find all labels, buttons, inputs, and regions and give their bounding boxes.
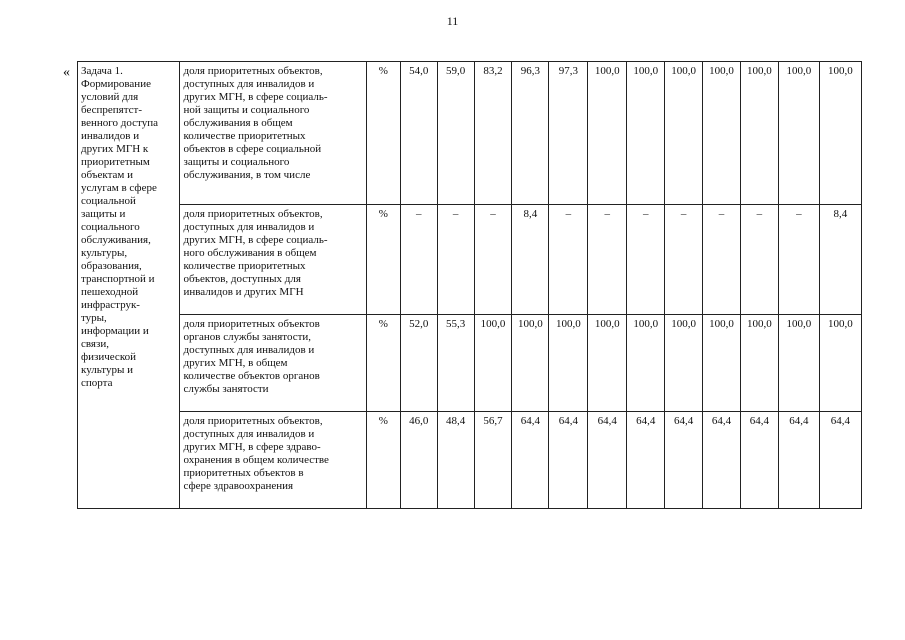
task-line: Формирование <box>81 78 151 90</box>
unit-cell: % <box>366 62 400 205</box>
task-line: объектам и <box>81 169 134 181</box>
task-line: социальной <box>81 195 136 207</box>
value-cell: 83,2 <box>474 62 512 205</box>
value-cell: – <box>740 205 778 315</box>
table-row <box>78 315 862 412</box>
value-cell: 97,3 <box>549 62 588 205</box>
indicator-line: объектов в сфере социальной <box>183 143 322 155</box>
value-cell: 48,4 <box>437 412 474 509</box>
indicator-line: доступных для инвалидов и <box>183 78 315 90</box>
indicator-line: инвалидов и других МГН <box>183 286 304 298</box>
indicator-line: обслуживания в общем <box>183 117 293 129</box>
indicator-line: доступных для инвалидов и <box>183 344 315 356</box>
indicator-line: доля приоритетных объектов, <box>183 208 323 220</box>
indicator-line: других МГН, в сфере социаль- <box>183 234 328 246</box>
value-cell: 100,0 <box>740 62 778 205</box>
indicator-line: доля приоритетных объектов, <box>183 415 323 427</box>
indicator-line: ной защиты и социального <box>183 104 310 116</box>
value-cell: – <box>627 205 665 315</box>
value-cell: 100,0 <box>474 315 512 412</box>
task-line: услугам в сфере <box>81 182 157 194</box>
task-line: социального <box>81 221 140 233</box>
value-cell: – <box>400 205 437 315</box>
indicator-line: охранения в общем количестве <box>183 454 329 466</box>
task-line: физической <box>81 351 136 363</box>
value-cell: 100,0 <box>588 62 627 205</box>
task-line: связи, <box>81 338 109 350</box>
value-cell: 64,4 <box>740 412 778 509</box>
table-body <box>78 62 862 509</box>
task-line: приоритетным <box>81 156 150 168</box>
value-cell: 64,4 <box>512 412 549 509</box>
task-line: спорта <box>81 377 113 389</box>
indicator-line: приоритетных объектов в <box>183 467 304 479</box>
task-cell <box>78 62 180 509</box>
indicator-line: ного обслуживания в общем <box>183 247 317 259</box>
value-cell: 64,4 <box>778 412 819 509</box>
indicator-line: службы занятости <box>183 383 269 395</box>
task-line: инвалидов и <box>81 130 140 142</box>
indicator-line: других МГН, в общем <box>183 357 288 369</box>
value-cell: – <box>474 205 512 315</box>
task-line: пешеходной <box>81 286 139 298</box>
task-line: венного доступа <box>81 117 158 129</box>
value-cell: 8,4 <box>512 205 549 315</box>
value-cell: 100,0 <box>512 315 549 412</box>
value-cell: 52,0 <box>400 315 437 412</box>
task-line: туры, <box>81 312 107 324</box>
task-line: информации и <box>81 325 149 337</box>
value-cell: 100,0 <box>703 315 741 412</box>
value-cell: 46,0 <box>400 412 437 509</box>
indicator-line: органов службы занятости, <box>183 331 312 343</box>
indicator-cell <box>180 62 367 205</box>
value-cell: – <box>437 205 474 315</box>
indicator-line: количестве объектов органов <box>183 370 320 382</box>
indicator-line: объектов, доступных для <box>183 273 301 285</box>
value-cell: 64,4 <box>665 412 703 509</box>
task-line: обслуживания, <box>81 234 151 246</box>
task-line: культуры и <box>81 364 133 376</box>
task-line: условий для <box>81 91 139 103</box>
task-line: защиты и <box>81 208 126 220</box>
indicator-line: других МГН, в сфере социаль- <box>183 91 328 103</box>
task-line: беспрепятст- <box>81 104 142 116</box>
value-cell: 100,0 <box>778 315 819 412</box>
value-cell: 64,4 <box>819 412 861 509</box>
value-cell: 100,0 <box>740 315 778 412</box>
indicator-line: количестве приоритетных <box>183 130 306 142</box>
value-cell: 54,0 <box>400 62 437 205</box>
value-cell: 100,0 <box>588 315 627 412</box>
value-cell: 100,0 <box>665 62 703 205</box>
indicator-line: обслуживания, в том числе <box>183 169 311 181</box>
indicator-cell <box>180 315 367 412</box>
value-cell: 64,4 <box>588 412 627 509</box>
indicator-line: доля приоритетных объектов <box>183 318 320 330</box>
unit-cell: % <box>366 315 400 412</box>
value-cell: – <box>665 205 703 315</box>
table-row <box>78 205 862 315</box>
indicator-line: доступных для инвалидов и <box>183 221 315 233</box>
value-cell: 100,0 <box>819 315 861 412</box>
table-row <box>78 412 862 509</box>
opening-quote: « <box>63 65 70 80</box>
value-cell: 64,4 <box>627 412 665 509</box>
indicator-line: доля приоритетных объектов, <box>183 65 323 77</box>
value-cell: 100,0 <box>819 62 861 205</box>
indicator-line: количестве приоритетных <box>183 260 306 272</box>
value-cell: 55,3 <box>437 315 474 412</box>
value-cell: – <box>703 205 741 315</box>
table-row <box>78 62 862 205</box>
value-cell: – <box>549 205 588 315</box>
value-cell: 100,0 <box>627 315 665 412</box>
value-cell: 8,4 <box>819 205 861 315</box>
page-number: 11 <box>446 14 459 28</box>
indicator-cell <box>180 205 367 315</box>
indicator-cell <box>180 412 367 509</box>
value-cell: 59,0 <box>437 62 474 205</box>
task-line: Задача 1. <box>81 65 123 77</box>
indicator-line: сфере здравоохранения <box>183 480 294 492</box>
value-cell: 100,0 <box>549 315 588 412</box>
unit-cell: % <box>366 412 400 509</box>
unit-cell: % <box>366 205 400 315</box>
value-cell: 56,7 <box>474 412 512 509</box>
task-line: других МГН к <box>81 143 149 155</box>
task-line: инфраструк- <box>81 299 140 311</box>
value-cell: 64,4 <box>549 412 588 509</box>
indicator-line: защиты и социального <box>183 156 290 168</box>
value-cell: 96,3 <box>512 62 549 205</box>
task-line: культуры, <box>81 247 128 259</box>
task-line: транспортной и <box>81 273 155 285</box>
value-cell: – <box>588 205 627 315</box>
indicator-line: доступных для инвалидов и <box>183 428 315 440</box>
value-cell: – <box>778 205 819 315</box>
value-cell: 100,0 <box>627 62 665 205</box>
task-line: образования, <box>81 260 142 272</box>
value-cell: 100,0 <box>665 315 703 412</box>
indicator-line: других МГН, в сфере здраво- <box>183 441 321 453</box>
value-cell: 64,4 <box>703 412 741 509</box>
indicators-table <box>77 61 862 509</box>
value-cell: 100,0 <box>778 62 819 205</box>
value-cell: 100,0 <box>703 62 741 205</box>
